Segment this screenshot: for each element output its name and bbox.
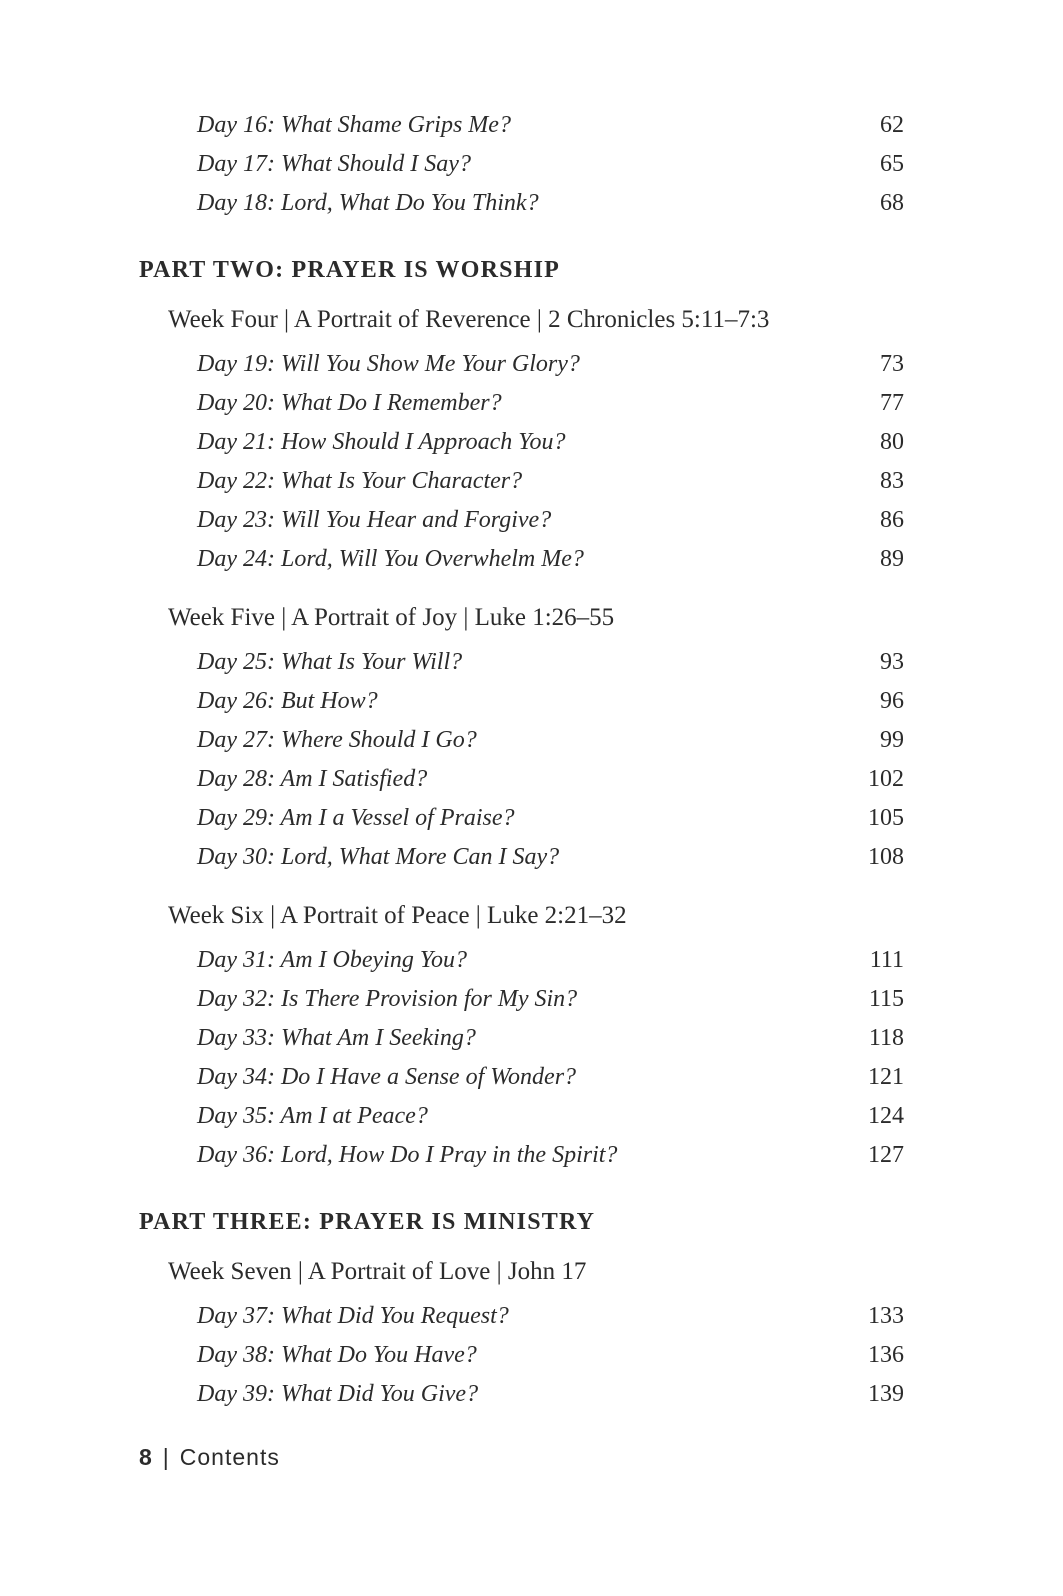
day-title: Day 32: Is There Provision for My Sin? <box>197 986 578 1012</box>
toc-day-entry[interactable] <box>0 184 1063 223</box>
part-heading: PART TWO: PRAYER IS WORSHIP <box>139 257 560 283</box>
day-page-number: 118 <box>868 1025 904 1051</box>
day-page-number: 139 <box>868 1381 904 1407</box>
toc-day-entry[interactable] <box>0 1058 1063 1097</box>
week-heading: Week Six | A Portrait of Peace | Luke 2:21–32 <box>168 902 627 929</box>
day-title: Day 16: What Shame Grips Me? <box>197 112 511 138</box>
day-page-number: 80 <box>880 429 904 455</box>
day-title: Day 31: Am I Obeying You? <box>197 947 467 973</box>
day-page-number: 111 <box>869 947 904 973</box>
toc-day-entry[interactable] <box>0 760 1063 799</box>
day-title: Day 19: Will You Show Me Your Glory? <box>197 351 580 377</box>
day-title: Day 26: But How? <box>197 688 378 714</box>
toc-day-entry[interactable] <box>0 106 1063 145</box>
toc-day-entry[interactable] <box>0 721 1063 760</box>
day-title: Day 25: What Is Your Will? <box>197 649 463 675</box>
toc-day-entry[interactable] <box>0 145 1063 184</box>
day-page-number: 68 <box>880 190 904 216</box>
toc-day-entry[interactable] <box>0 941 1063 980</box>
toc-day-entry[interactable] <box>0 1136 1063 1175</box>
toc-day-entry[interactable] <box>0 540 1063 579</box>
day-title: Day 28: Am I Satisfied? <box>197 766 428 792</box>
day-page-number: 86 <box>880 507 904 533</box>
day-page-number: 73 <box>880 351 904 377</box>
footer-page-number: 8 <box>139 1444 153 1470</box>
week-heading: Week Seven | A Portrait of Love | John 17 <box>168 1258 587 1285</box>
day-title: Day 21: How Should I Approach You? <box>197 429 566 455</box>
day-page-number: 62 <box>880 112 904 138</box>
toc-day-entry[interactable] <box>0 1336 1063 1375</box>
day-page-number: 127 <box>868 1142 904 1168</box>
toc-day-entry[interactable] <box>0 345 1063 384</box>
toc-day-entry[interactable] <box>0 1097 1063 1136</box>
day-page-number: 93 <box>880 649 904 675</box>
toc-day-entry[interactable] <box>0 1375 1063 1414</box>
day-title: Day 34: Do I Have a Sense of Wonder? <box>197 1064 577 1090</box>
toc-day-entry[interactable] <box>0 1297 1063 1336</box>
day-title: Day 39: What Did You Give? <box>197 1381 479 1407</box>
day-title: Day 33: What Am I Seeking? <box>197 1025 476 1051</box>
day-page-number: 89 <box>880 546 904 572</box>
toc-day-entry[interactable] <box>0 501 1063 540</box>
day-title: Day 38: What Do You Have? <box>197 1342 477 1368</box>
week-heading: Week Four | A Portrait of Reverence | 2 Chronicles 5:11–7:3 <box>168 306 770 333</box>
page-footer <box>139 1444 280 1471</box>
day-page-number: 83 <box>880 468 904 494</box>
day-title: Day 20: What Do I Remember? <box>197 390 502 416</box>
toc-day-entry[interactable] <box>0 838 1063 877</box>
day-title: Day 37: What Did You Request? <box>197 1303 509 1329</box>
day-title: Day 29: Am I a Vessel of Praise? <box>197 805 515 831</box>
day-title: Day 18: Lord, What Do You Think? <box>197 190 539 216</box>
toc-day-entry[interactable] <box>0 384 1063 423</box>
day-page-number: 136 <box>868 1342 904 1368</box>
day-page-number: 115 <box>868 986 904 1012</box>
day-title: Day 27: Where Should I Go? <box>197 727 477 753</box>
toc-entries <box>0 106 1063 1414</box>
day-page-number: 108 <box>868 844 904 870</box>
day-title: Day 23: Will You Hear and Forgive? <box>197 507 552 533</box>
day-page-number: 133 <box>868 1303 904 1329</box>
day-page-number: 99 <box>880 727 904 753</box>
day-page-number: 102 <box>868 766 904 792</box>
day-title: Day 36: Lord, How Do I Pray in the Spirit? <box>197 1142 618 1168</box>
day-page-number: 105 <box>868 805 904 831</box>
toc-day-entry[interactable] <box>0 799 1063 838</box>
day-title: Day 35: Am I at Peace? <box>197 1103 428 1129</box>
day-title: Day 17: What Should I Say? <box>197 151 471 177</box>
day-title: Day 24: Lord, Will You Overwhelm Me? <box>197 546 584 572</box>
toc-day-entry[interactable] <box>0 643 1063 682</box>
toc-day-entry[interactable] <box>0 1019 1063 1058</box>
toc-day-entry[interactable] <box>0 980 1063 1019</box>
toc-day-entry[interactable] <box>0 682 1063 721</box>
footer-separator: | <box>162 1444 170 1470</box>
day-page-number: 65 <box>880 151 904 177</box>
toc-day-entry[interactable] <box>0 462 1063 501</box>
day-title: Day 30: Lord, What More Can I Say? <box>197 844 560 870</box>
day-page-number: 124 <box>868 1103 904 1129</box>
day-title: Day 22: What Is Your Character? <box>197 468 523 494</box>
day-page-number: 121 <box>868 1064 904 1090</box>
day-page-number: 96 <box>880 688 904 714</box>
part-heading: PART THREE: PRAYER IS MINISTRY <box>139 1209 596 1235</box>
footer-section-title: Contents <box>179 1444 280 1470</box>
week-heading: Week Five | A Portrait of Joy | Luke 1:26–55 <box>168 604 615 631</box>
day-page-number: 77 <box>880 390 904 416</box>
toc-day-entry[interactable] <box>0 423 1063 462</box>
